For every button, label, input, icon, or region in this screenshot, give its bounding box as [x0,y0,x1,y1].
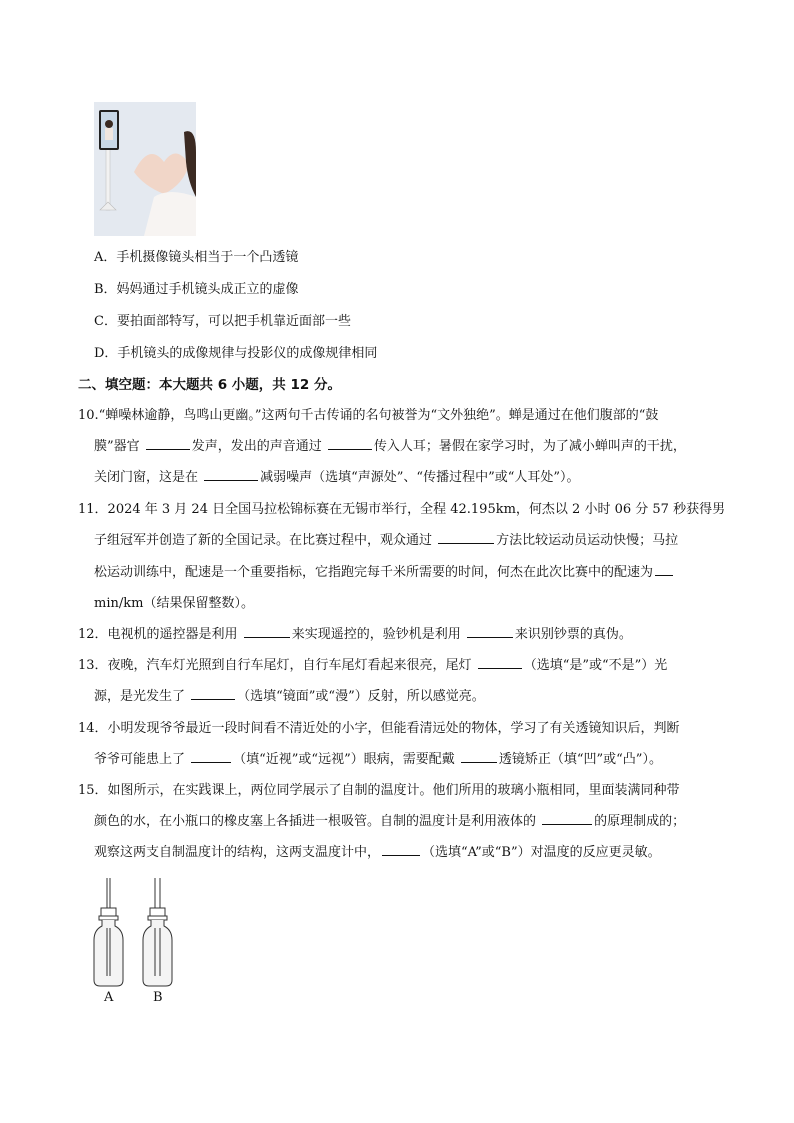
q13-text-b: （选填“是”或“不是”）光 [523,658,668,673]
q13-text-c: 源，是光发生了 [94,689,190,704]
q10-text-e: 减弱噪声（选填“声源处”、“传播过程中”或“人耳处”）。 [260,470,580,485]
q15-text-d: （选填“A”或“B”）对温度的反应更灵敏。 [422,845,661,860]
q12-text-c: 来识别钞票的真伪。 [514,627,632,642]
q10-blank-3[interactable] [204,468,258,481]
bottle-b-label: B [153,990,163,1005]
q10-line3 [94,468,580,488]
q14-text-c: 透镜矫正（填“凹”或“凸”）。 [498,752,662,767]
q15-line2 [94,812,685,832]
thermometer-bottles-illustration [90,876,180,1008]
q11-line2 [94,531,678,551]
q11-line4: min/km（结果保留整数）。 [94,596,254,611]
q14-blank-2[interactable] [461,750,497,763]
q11-text-c: 松运动训练中，配速是一个重要指标，它指跑完每千米所需要的时间，何杰在此次比赛中的配速为 [94,565,654,580]
q10-text-b: 发声，发出的声音通过 [191,439,326,454]
option-b: B．妈妈通过手机镜头成正立的虚像 [94,282,299,297]
q10-text-c: 传入人耳；暑假在家学习时，为了减小蝉叫声的干扰， [373,439,686,454]
q11-blank-2[interactable] [655,563,673,576]
option-c: C．要拍面部特写，可以把手机靠近面部一些 [94,314,351,329]
phone-selfie-illustration [94,102,196,236]
q10-line2 [94,437,686,457]
q11-text-b: 方法比较运动员运动快慢；马拉 [496,533,679,548]
q13-blank-2[interactable] [191,687,235,700]
q10-blank-2[interactable] [328,437,372,450]
q12-text-a: 12．电视机的遥控器是利用 [78,627,242,642]
option-d: D．手机镜头的成像规律与投影仪的成像规律相同 [94,346,378,361]
thermometer-figure [90,876,180,1008]
q15-text-c: 观察这两支自制温度计的结构，这两支温度计中， [94,845,381,860]
q10-text-d: 关闭门窗，这是在 [94,470,203,485]
q15-line1: 15．如图所示，在实践课上，两位同学展示了自制的温度计。他们所用的玻璃小瓶相同，里面装满同种带 [78,783,680,798]
q15-text-b: 的原理制成的； [594,814,686,829]
q12-blank-2[interactable] [467,625,513,638]
q12-text-b: 来实现遥控的，验钞机是利用 [291,627,465,642]
q13-line1 [78,656,667,676]
selfie-photo [94,102,196,236]
q10-text-a: 膜”器官 [94,439,144,454]
q12-blank-1[interactable] [244,625,290,638]
q13-text-d: （选填“镜面”或“漫”）反射，所以感觉亮。 [237,689,485,704]
q15-text-a: 颜色的水，在小瓶口的橡皮塞上各插进一根吸管。自制的温度计是利用液体的 [94,814,541,829]
option-a: A．手机摄像镜头相当于一个凸透镜 [94,250,299,265]
q11-line1: 11．2024 年 3 月 24 日全国马拉松锦标赛在无锡市举行，全程 42.195km，何杰以 2 小时 06 分 57 秒获得男 [78,502,726,517]
q11-line3 [94,563,675,583]
q10-blank-1[interactable] [146,437,190,450]
q14-text-b: （填“近视”或“远视”）眼病，需要配戴 [233,752,459,767]
q14-blank-1[interactable] [191,750,231,763]
bottle-a-label: A [104,990,114,1005]
section-heading: 二、填空题：本大题共 6 小题，共 12 分。 [78,377,341,393]
q10-line1: 10.“蝉噪林逾静，鸟鸣山更幽。”这两句千古传诵的名句被誉为“文外独绝”。蝉是通过在他们腹部的“鼓 [78,408,659,423]
q14-text-a: 爷爷可能患上了 [94,752,190,767]
q11-text-a: 子组冠军并创造了新的全国记录。在比赛过程中，观众通过 [94,533,437,548]
q13-text-a: 13．夜晚，汽车灯光照到自行车尾灯，自行车尾灯看起来很亮，尾灯 [78,658,476,673]
q14-line1: 14．小明发现爷爷最近一段时间看不清近处的小字，但能看清远处的物体，学习了有关透镜知识后，判断 [78,721,680,736]
q15-blank-2[interactable] [382,843,420,856]
q14-line2 [94,750,662,770]
q12-line1 [78,625,632,645]
q13-line2 [94,687,485,707]
q11-blank-1[interactable] [438,531,494,544]
q15-blank-1[interactable] [542,812,592,825]
q13-blank-1[interactable] [478,656,522,669]
q15-line3 [94,843,661,863]
